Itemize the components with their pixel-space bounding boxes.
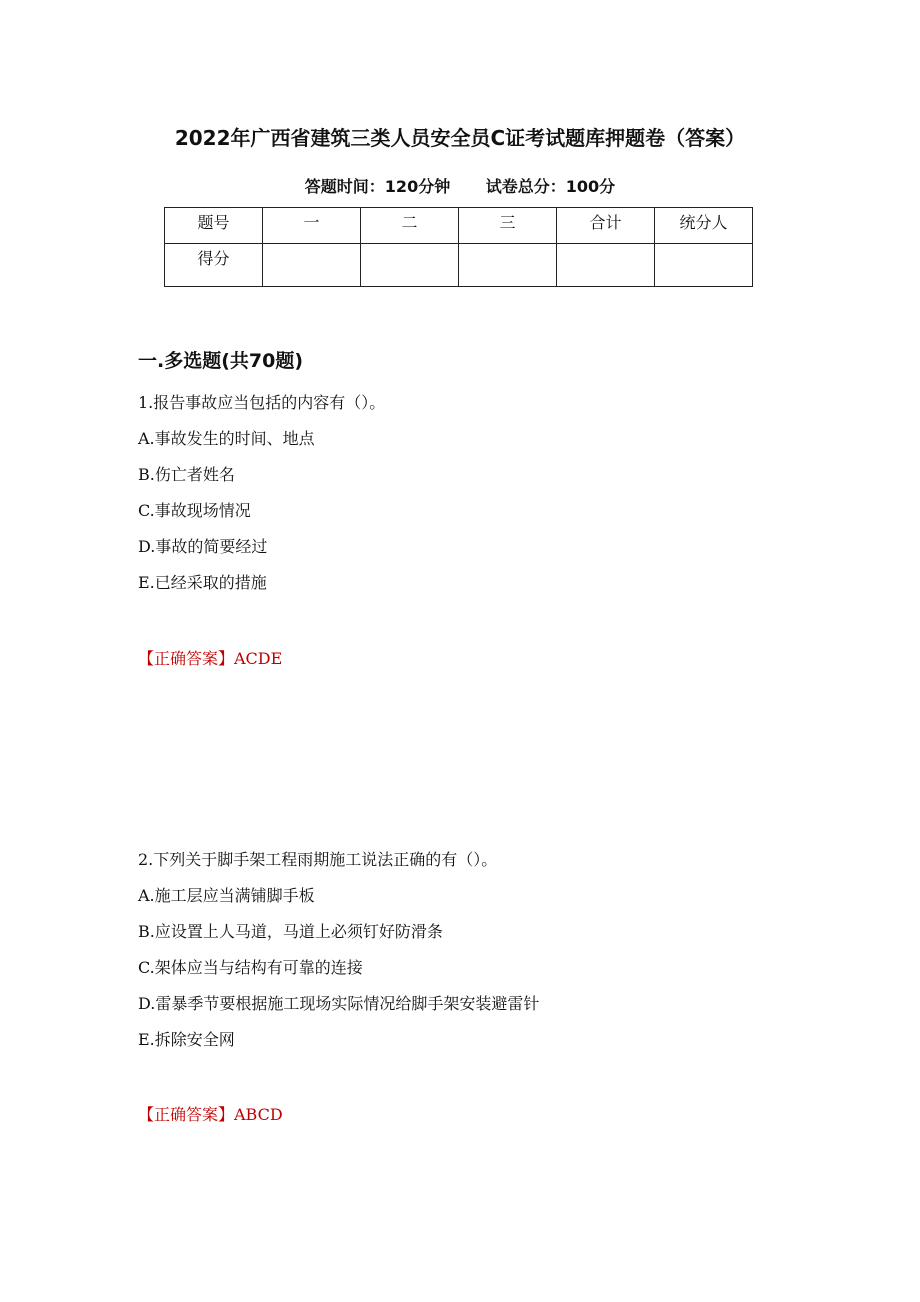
correct-answer: 【正确答案】ABCD xyxy=(138,1105,283,1124)
score-table-header-row xyxy=(165,208,753,244)
question-block xyxy=(138,385,838,601)
score-table xyxy=(164,207,753,287)
exam-time: 答题时间：120分钟 xyxy=(304,177,451,196)
score-table-cell xyxy=(655,244,753,287)
score-table-cell: 三 xyxy=(459,208,557,244)
section-title: 一.多选题(共70题) xyxy=(138,350,304,372)
score-table-cell: 统分人 xyxy=(655,208,753,244)
question-option: A.事故发生的时间、地点 xyxy=(138,429,315,448)
document-title: 2022年广西省建筑三类人员安全员C证考试题库押题卷（答案） xyxy=(174,126,746,150)
question-stem: 2.下列关于脚手架工程雨期施工说法正确的有（）。 xyxy=(138,850,498,869)
question-block xyxy=(138,842,838,1058)
exam-total-score: 试卷总分：100分 xyxy=(485,177,616,196)
score-table-score-row xyxy=(165,244,753,287)
score-table-cell: 题号 xyxy=(165,208,263,244)
correct-answer: 【正确答案】ACDE xyxy=(138,649,283,668)
score-table-cell xyxy=(557,244,655,287)
score-table-cell xyxy=(263,244,361,287)
score-table-cell xyxy=(361,244,459,287)
score-table-cell xyxy=(459,244,557,287)
score-table-cell: 得分 xyxy=(165,244,263,287)
question-option: C.事故现场情况 xyxy=(138,501,251,520)
question-option: E.已经采取的措施 xyxy=(138,573,267,592)
question-stem: 1.报告事故应当包括的内容有（）。 xyxy=(138,393,386,412)
question-option: B.伤亡者姓名 xyxy=(138,465,235,484)
score-table-cell: 合计 xyxy=(557,208,655,244)
score-table-cell: 二 xyxy=(361,208,459,244)
question-option: D.事故的简要经过 xyxy=(138,537,268,556)
score-table-cell: 一 xyxy=(263,208,361,244)
question-option: E.拆除安全网 xyxy=(138,1030,235,1049)
question-option: B.应设置上人马道，马道上必须钉好防滑条 xyxy=(138,922,443,941)
exam-info xyxy=(0,174,920,197)
question-option: C.架体应当与结构有可靠的连接 xyxy=(138,958,363,977)
question-option: D.雷暴季节要根据施工现场实际情况给脚手架安装避雷针 xyxy=(138,994,540,1013)
question-option: A.施工层应当满铺脚手板 xyxy=(138,886,315,905)
